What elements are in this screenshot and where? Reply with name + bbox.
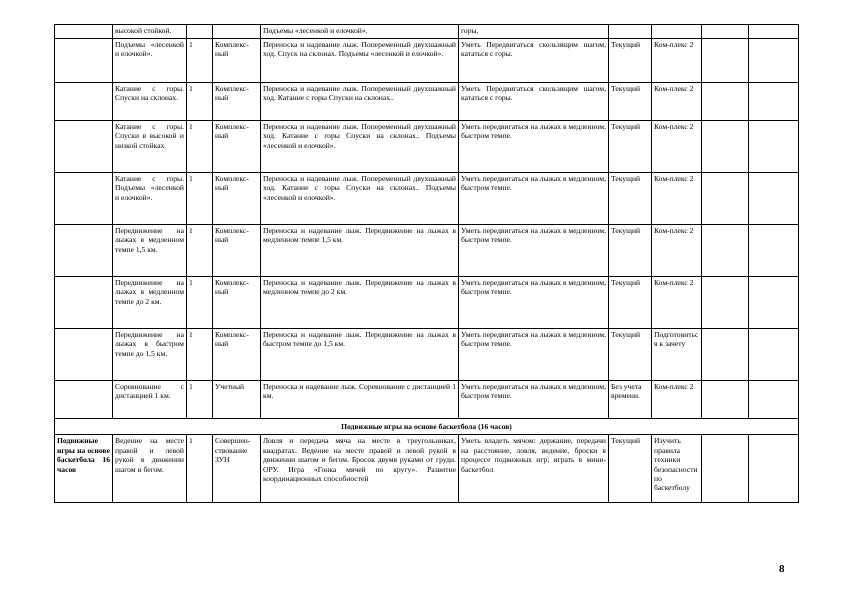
cell-lesson: высокой стойкой.: [113, 25, 187, 39]
cell-requirements: Уметь передвигаться на лыжах в медленном, быстром темпе.: [459, 277, 609, 329]
cell-topic: [55, 173, 113, 225]
cell-control: Текущий: [609, 277, 652, 329]
cell-content: Ловля и передача мяча на месте в треугольниках, квадратах. Ведение на месте правой и левой рукой в движении шагом и бегом. Бросок двумя руками от груди. ОРУ. Игра «Гонка мячей по кругу». Развитие координационных способностей: [261, 435, 459, 503]
cell-homework: Ком-плекс 2: [652, 381, 702, 419]
lesson-plan-table: [54, 24, 799, 503]
cell-topic: [55, 39, 113, 83]
table-row: [55, 173, 799, 225]
cell-date-fact: [749, 121, 799, 173]
cell-requirements: Уметь передвигаться на лыжах в медленном, быстром темпе.: [459, 329, 609, 381]
cell-hours: 1: [187, 329, 213, 381]
cell-topic: [55, 83, 113, 121]
table-row: [55, 329, 799, 381]
cell-control: Без учета времени.: [609, 381, 652, 419]
cell-content: Переноска и надевание лыж. Попеременный двухшажный ход. Катание с горы Спуски на склонах..: [261, 83, 459, 121]
cell-content: Переноска и надевание лыж. Попеременный двухшажный ход. Спуск на склонах. Подъемы «лесенкой и елочкой».: [261, 39, 459, 83]
cell-date-plan: [702, 329, 749, 381]
cell-hours: 1: [187, 225, 213, 277]
cell-type: [213, 25, 261, 39]
cell-requirements: горы.: [459, 25, 609, 39]
cell-lesson: Соревнование с дистанцией 1 км.: [113, 381, 187, 419]
cell-date-plan: [702, 121, 749, 173]
cell-requirements: Уметь Передвигаться скользящим шагом, кататься с горы.: [459, 83, 609, 121]
table-row: [55, 121, 799, 173]
page-number: 8: [779, 563, 785, 575]
cell-lesson: Передвижение на лыжах в быстром темпе до 1,5 км.: [113, 329, 187, 381]
cell-content: Переноска и надевание лыж. Передвижение на лыжах в медленном темпе 1,5 км.: [261, 225, 459, 277]
cell-lesson: Передвижение на лыжах в медленном темпе 1,5 км.: [113, 225, 187, 277]
cell-lesson: Катание с горы. Подъемы «лесенкой и елочкой».: [113, 173, 187, 225]
cell-content: Переноска и надевание лыж. Попеременный двухшажный ход. Катание с горы Спуски на склонах.. Подъемы «лесенкой и елочкой».: [261, 173, 459, 225]
cell-homework: Ком-плекс 2: [652, 277, 702, 329]
cell-date-plan: [702, 381, 749, 419]
cell-homework: Ком-плекс 2: [652, 121, 702, 173]
section-title: Подвижные игры на основе баскетбола (16 часов): [55, 419, 799, 435]
cell-type: Комплекс-ный: [213, 329, 261, 381]
cell-date-plan: [702, 173, 749, 225]
cell-lesson: Ведение на месте правой и левой рукой в движении шагом и бегом.: [113, 435, 187, 503]
cell-requirements: Уметь владеть мячом: держание, передачи на расстояние, ловля, ведение, броски в процессе подвижных игр; играть в мини-баскетбол: [459, 435, 609, 503]
cell-lesson: Подъемы «лесенкой и елочкой».: [113, 39, 187, 83]
cell-requirements: Уметь Передвигаться скользящим шагом, кататься с горы.: [459, 39, 609, 83]
cell-hours: 1: [187, 381, 213, 419]
cell-date-plan: [702, 277, 749, 329]
cell-content: Переноска и надевание лыж. Попеременный двухшажный ход. Катание с горы Спуски на склонах.. Подъемы «лесенкой и елочкой».: [261, 121, 459, 173]
cell-date-plan: [702, 39, 749, 83]
cell-lesson: Катание с горы. Спуски в высокой и низкой стойках: [113, 121, 187, 173]
cell-topic: [55, 121, 113, 173]
cell-date-fact: [749, 277, 799, 329]
cell-homework: Ком-плекс 2: [652, 173, 702, 225]
cell-hours: 1: [187, 39, 213, 83]
cell-requirements: Уметь передвигаться на лыжах в медленном, быстром темпе.: [459, 225, 609, 277]
cell-topic: [55, 25, 113, 39]
cell-homework: Ком-плекс 2: [652, 225, 702, 277]
table-row: [55, 225, 799, 277]
cell-requirements: Уметь передвигаться на лыжах в медленном, быстром темпе.: [459, 121, 609, 173]
cell-homework: Ком-плекс 2: [652, 39, 702, 83]
cell-control: Текущий: [609, 173, 652, 225]
cell-requirements: Уметь передвигаться на лыжах в медленном, быстром темпе.: [459, 173, 609, 225]
cell-control: Текущий: [609, 329, 652, 381]
cell-hours: [187, 25, 213, 39]
cell-lesson: Передвижение на лыжах в медленном темпе до 2 км.: [113, 277, 187, 329]
cell-date-fact: [749, 435, 799, 503]
cell-date-fact: [749, 83, 799, 121]
cell-content: Подъемы «лесенкой и елочкой».: [261, 25, 459, 39]
cell-type: Комплекс-ный: [213, 83, 261, 121]
cell-topic: [55, 381, 113, 419]
cell-type: Комплекс-ный: [213, 39, 261, 83]
cell-control: [609, 25, 652, 39]
cell-type: Совершен-ствование ЗУН: [213, 435, 261, 503]
table-row: [55, 277, 799, 329]
cell-topic: Подвижные игры на основе баскетбола 16 часов: [55, 435, 113, 503]
cell-content: Переноска и надевание лыж. Соревнование с дистанцией 1 км.: [261, 381, 459, 419]
cell-control: Текущий: [609, 83, 652, 121]
cell-hours: 1: [187, 173, 213, 225]
cell-topic: [55, 225, 113, 277]
cell-date-plan: [702, 83, 749, 121]
cell-homework: Ком-плекс 2: [652, 83, 702, 121]
cell-date-fact: [749, 173, 799, 225]
cell-control: Текущий: [609, 225, 652, 277]
table-row: [55, 381, 799, 419]
cell-lesson: Катание с горы. Спуски на склонах.: [113, 83, 187, 121]
table-row: [55, 435, 799, 503]
cell-requirements: Уметь передвигаться на лыжах в медленном, быстром темпе.: [459, 381, 609, 419]
table-row: [55, 39, 799, 83]
cell-date-plan: [702, 435, 749, 503]
cell-date-plan: [702, 25, 749, 39]
cell-control: Текущий: [609, 39, 652, 83]
cell-homework: Изучить правила техники безопасности по баскетболу: [652, 435, 702, 503]
table-row: [55, 83, 799, 121]
cell-content: Переноска и надевание лыж. Передвижение на лыжах в быстром темпе до 1,5 км.: [261, 329, 459, 381]
cell-topic: [55, 329, 113, 381]
cell-control: Текущий: [609, 435, 652, 503]
cell-date-plan: [702, 225, 749, 277]
table-row: [55, 25, 799, 39]
cell-topic: [55, 277, 113, 329]
cell-homework: [652, 25, 702, 39]
section-header-row: [55, 419, 799, 435]
cell-type: Комплекс-ный: [213, 225, 261, 277]
cell-date-fact: [749, 225, 799, 277]
cell-date-fact: [749, 381, 799, 419]
cell-control: Текущий: [609, 121, 652, 173]
cell-date-fact: [749, 329, 799, 381]
cell-hours: 1: [187, 121, 213, 173]
cell-content: Переноска и надевание лыж. Передвижение на лыжах в медленном темпе до 2 км.: [261, 277, 459, 329]
cell-date-fact: [749, 39, 799, 83]
cell-date-fact: [749, 25, 799, 39]
cell-hours: 1: [187, 435, 213, 503]
cell-hours: 1: [187, 83, 213, 121]
cell-type: Комплекс-ный: [213, 277, 261, 329]
cell-homework: Подготовиться к зачету: [652, 329, 702, 381]
cell-type: Учетный: [213, 381, 261, 419]
cell-hours: 1: [187, 277, 213, 329]
cell-type: Комплекс-ный: [213, 173, 261, 225]
cell-type: Комплекс-ный: [213, 121, 261, 173]
